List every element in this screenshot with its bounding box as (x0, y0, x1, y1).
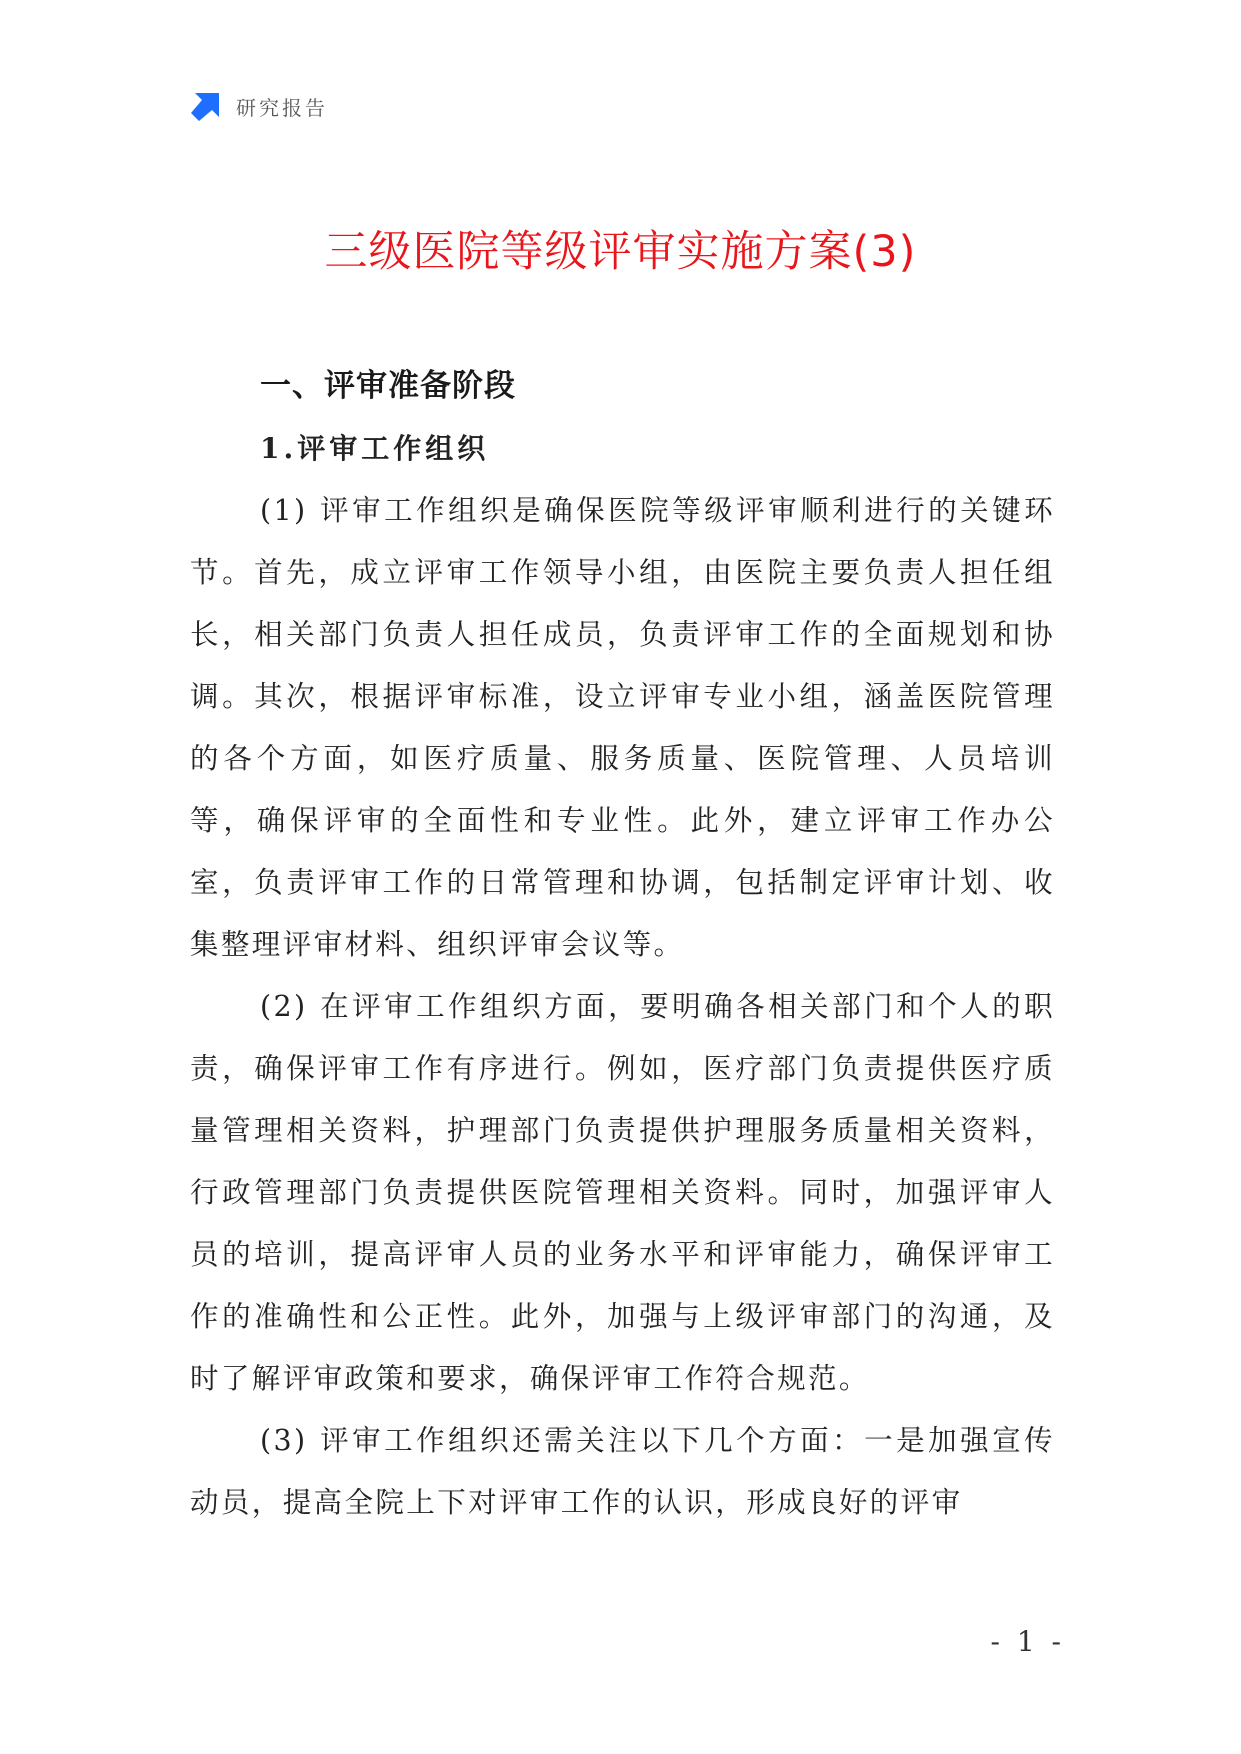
arrow-up-right-icon (190, 90, 222, 122)
paragraph-2: (2) 在评审工作组织方面，要明确各相关部门和个人的职责，确保评审工作有序进行。例如，医疗部门负责提供医疗质量管理相关资料，护理部门负责提供护理服务质量相关资料，行政管理部门负责提供医院管理相关资料。同时，加强评审人员的培训，提高评审人员的业务水平和评审能力，确保评审工作的准确性和公正性。此外，加强与上级评审部门的沟通，及时了解评审政策和要求，确保评审工作符合规范。 (190, 990, 1055, 1395)
header-label: 研究报告 (236, 95, 328, 120)
report-header (190, 88, 328, 124)
section-heading: 一、评审准备阶段 (260, 368, 516, 404)
paragraph-3: (3) 评审工作组织还需关注以下几个方面：一是加强宣传动员，提高全院上下对评审工作的认识，形成良好的评审 (190, 1424, 1055, 1519)
document-title: 三级医院等级评审实施方案(3) (324, 227, 917, 277)
subsection-heading: 1.评审工作组织 (260, 432, 490, 465)
paragraph-1: (1) 评审工作组织是确保医院等级评审顺利进行的关键环节。首先，成立评审工作领导小组，由医院主要负责人担任组长，相关部门负责人担任成员，负责评审工作的全面规划和协调。其次，根据评审标准，设立评审专业小组，涵盖医院管理的各个方面，如医疗质量、服务质量、医院管理、人员培训等，确保评审的全面性和专业性。此外，建立评审工作办公室，负责评审工作的日常管理和协调，包括制定评审计划、收集整理评审材料、组织评审会议等。 (190, 494, 1055, 961)
document-body (190, 354, 1055, 1534)
page-number: - 1 - (990, 1625, 1065, 1658)
